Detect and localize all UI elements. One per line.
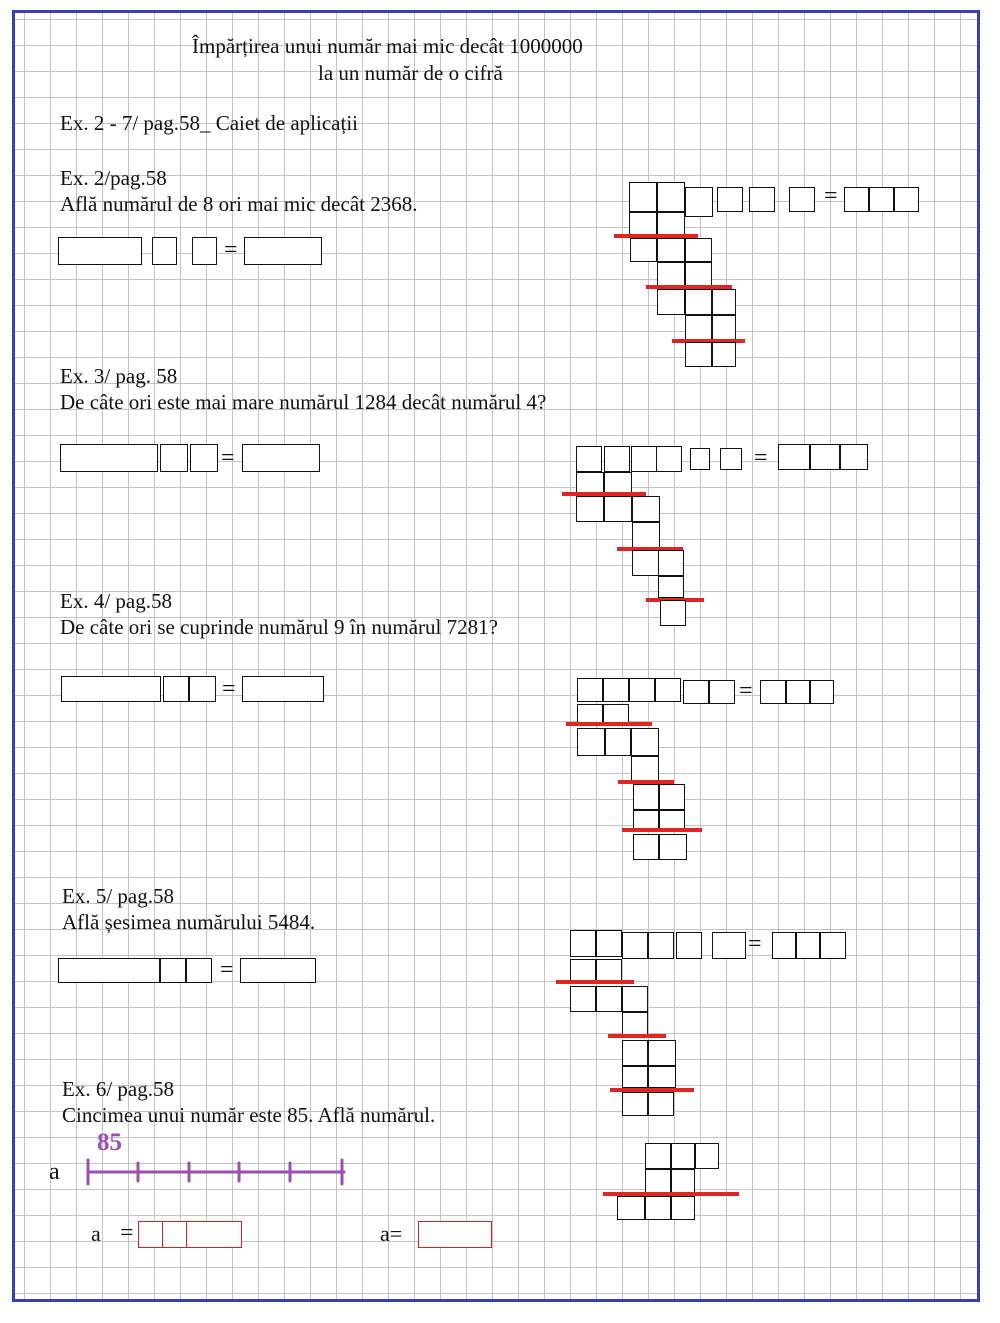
division-equals-sign: = xyxy=(824,183,838,209)
segment-variable-label: a xyxy=(49,1159,60,1185)
digit-box[interactable] xyxy=(712,315,736,341)
digit-box[interactable] xyxy=(604,496,632,522)
ex4-equals-sign: = xyxy=(222,676,236,702)
ex3-result-box[interactable] xyxy=(242,444,320,472)
ex4-divisor-box[interactable] xyxy=(189,676,216,702)
digit-box[interactable] xyxy=(685,315,712,341)
ex2-equals-sign: = xyxy=(224,237,238,263)
digit-box[interactable] xyxy=(596,986,622,1012)
digit-box[interactable] xyxy=(576,496,604,522)
digit-box[interactable] xyxy=(685,238,712,262)
division-underline xyxy=(608,1034,666,1038)
digit-box[interactable] xyxy=(676,932,702,959)
digit-box[interactable] xyxy=(629,678,655,702)
digit-box[interactable] xyxy=(671,1169,695,1193)
digit-box[interactable] xyxy=(631,728,659,756)
division-underline xyxy=(556,980,634,984)
answer-result-box[interactable] xyxy=(418,1221,492,1248)
digit-box[interactable] xyxy=(645,1169,671,1193)
subtitle: Ex. 2 - 7/ pag.58_ Caiet de aplicații xyxy=(60,111,358,135)
ex3-operator-box[interactable] xyxy=(160,444,188,472)
ex2-divisor-box[interactable] xyxy=(192,237,217,265)
digit-box[interactable] xyxy=(789,187,815,212)
digit-box[interactable] xyxy=(577,728,605,756)
digit-box[interactable] xyxy=(717,187,743,212)
quotient-digit-box[interactable] xyxy=(894,187,919,212)
answer-left-label: a xyxy=(91,1221,101,1246)
segment-diagram xyxy=(82,1157,352,1187)
division-equals-sign: = xyxy=(748,931,762,957)
digit-box[interactable] xyxy=(645,1143,671,1169)
digit-box[interactable] xyxy=(577,678,603,702)
digit-box[interactable] xyxy=(749,187,775,212)
digit-box[interactable] xyxy=(709,680,735,704)
ex5-operator-box[interactable] xyxy=(160,958,186,983)
digit-box[interactable] xyxy=(712,342,736,367)
digit-box[interactable] xyxy=(690,448,710,470)
digit-box[interactable] xyxy=(630,238,657,262)
exercise-3-text: De câte ori este mai mare numărul 1284 decât numărul 4? xyxy=(60,390,547,414)
ex4-dividend-box[interactable] xyxy=(61,676,161,702)
division-equals-sign: = xyxy=(754,445,768,471)
quotient-digit-box[interactable] xyxy=(796,932,820,959)
digit-box[interactable] xyxy=(631,756,659,782)
division-equals-sign: = xyxy=(739,678,753,704)
digit-box[interactable] xyxy=(720,448,742,470)
quotient-digit-box[interactable] xyxy=(772,932,796,959)
exercise-4-text: De câte ori se cuprinde numărul 9 în numărul 7281? xyxy=(60,615,498,639)
digit-box[interactable] xyxy=(685,342,712,367)
digit-box[interactable] xyxy=(576,446,602,472)
digit-box[interactable] xyxy=(622,932,648,959)
digit-box[interactable] xyxy=(633,810,659,830)
digit-box[interactable] xyxy=(656,446,682,472)
answer-digit-box[interactable] xyxy=(138,1221,164,1248)
digit-box[interactable] xyxy=(671,1196,695,1220)
digit-box[interactable] xyxy=(622,1066,648,1088)
exercise-4-heading: Ex. 4/ pag.58 xyxy=(60,589,172,613)
digit-box[interactable] xyxy=(631,446,657,472)
title-line-1: Împărțirea unui număr mai mic decât 1000000 xyxy=(192,34,583,58)
digit-box[interactable] xyxy=(658,576,684,598)
digit-box[interactable] xyxy=(570,930,596,957)
digit-box[interactable] xyxy=(695,1143,719,1169)
ex2-operator-box[interactable] xyxy=(152,237,177,265)
exercise-6-text: Cincimea unui număr este 85. Află numărul. xyxy=(62,1103,436,1127)
title-line-2: la un număr de o cifră xyxy=(318,61,503,85)
exercise-2-text: Află numărul de 8 ori mai mic decât 2368. xyxy=(60,192,418,216)
division-underline xyxy=(566,722,652,726)
quotient-digit-box[interactable] xyxy=(778,444,810,470)
digit-box[interactable] xyxy=(660,600,686,626)
digit-box[interactable] xyxy=(685,187,713,217)
digit-box[interactable] xyxy=(576,472,604,494)
digit-box[interactable] xyxy=(570,986,596,1012)
digit-box[interactable] xyxy=(657,238,685,262)
digit-box[interactable] xyxy=(657,289,685,315)
digit-box[interactable] xyxy=(603,678,629,702)
digit-box[interactable] xyxy=(671,1143,695,1169)
ex3-dividend-box[interactable] xyxy=(60,444,158,472)
quotient-digit-box[interactable] xyxy=(820,932,846,959)
digit-box[interactable] xyxy=(617,1196,645,1220)
exercise-2-heading: Ex. 2/pag.58 xyxy=(60,166,167,190)
ex5-dividend-box[interactable] xyxy=(58,958,160,983)
segment-part-value: 85 xyxy=(97,1129,122,1156)
ex5-equals-sign: = xyxy=(220,957,234,983)
digit-box[interactable] xyxy=(659,784,685,810)
exercise-5-text: Află șesimea numărului 5484. xyxy=(62,910,316,934)
digit-box[interactable] xyxy=(604,446,630,472)
digit-box[interactable] xyxy=(645,1196,671,1220)
ex3-equals-sign: = xyxy=(221,445,235,471)
digit-box[interactable] xyxy=(622,1040,648,1066)
digit-box[interactable] xyxy=(632,522,660,548)
digit-box[interactable] xyxy=(655,678,681,702)
answer-right-label: a= xyxy=(380,1221,403,1246)
digit-box[interactable] xyxy=(605,728,631,756)
quotient-digit-box[interactable] xyxy=(869,187,894,212)
digit-box[interactable] xyxy=(604,472,632,494)
quotient-digit-box[interactable] xyxy=(840,444,868,470)
ex2-dividend-box[interactable] xyxy=(58,237,142,265)
digit-box[interactable] xyxy=(596,930,622,957)
digit-box[interactable] xyxy=(657,182,685,212)
ex3-divisor-box[interactable] xyxy=(190,444,218,472)
digit-box[interactable] xyxy=(632,496,660,522)
answer-digit-box[interactable] xyxy=(186,1221,242,1248)
digit-box[interactable] xyxy=(633,784,659,810)
digit-box[interactable] xyxy=(659,810,685,830)
answer-left-equals: = xyxy=(120,1220,134,1246)
digit-box[interactable] xyxy=(632,550,660,576)
quotient-digit-box[interactable] xyxy=(760,680,786,704)
digit-box[interactable] xyxy=(622,1092,648,1116)
digit-box[interactable] xyxy=(648,1092,674,1116)
ex5-divisor-box[interactable] xyxy=(186,958,212,983)
ex4-operator-box[interactable] xyxy=(163,676,189,702)
digit-box[interactable] xyxy=(629,182,657,212)
quotient-digit-box[interactable] xyxy=(810,444,840,470)
digit-box[interactable] xyxy=(622,1012,648,1036)
exercise-6-heading: Ex. 6/ pag.58 xyxy=(62,1077,174,1101)
exercise-3-heading: Ex. 3/ pag. 58 xyxy=(60,364,178,388)
quotient-digit-box[interactable] xyxy=(786,680,810,704)
answer-digit-box[interactable] xyxy=(162,1221,188,1248)
ex5-result-box[interactable] xyxy=(240,958,316,983)
digit-box[interactable] xyxy=(712,932,746,959)
digit-box[interactable] xyxy=(712,289,736,315)
digit-box[interactable] xyxy=(648,932,674,959)
ex4-result-box[interactable] xyxy=(242,676,324,702)
quotient-digit-box[interactable] xyxy=(810,680,834,704)
quotient-digit-box[interactable] xyxy=(844,187,869,212)
digit-box[interactable] xyxy=(659,834,687,860)
digit-box[interactable] xyxy=(658,550,684,576)
digit-box[interactable] xyxy=(622,986,648,1012)
digit-box[interactable] xyxy=(683,680,709,704)
exercise-5-heading: Ex. 5/ pag.58 xyxy=(62,884,174,908)
digit-box[interactable] xyxy=(633,834,659,860)
division-underline xyxy=(622,828,702,832)
digit-box[interactable] xyxy=(685,289,712,315)
digit-box[interactable] xyxy=(648,1040,676,1066)
ex2-result-box[interactable] xyxy=(244,237,322,265)
digit-box[interactable] xyxy=(648,1066,676,1088)
